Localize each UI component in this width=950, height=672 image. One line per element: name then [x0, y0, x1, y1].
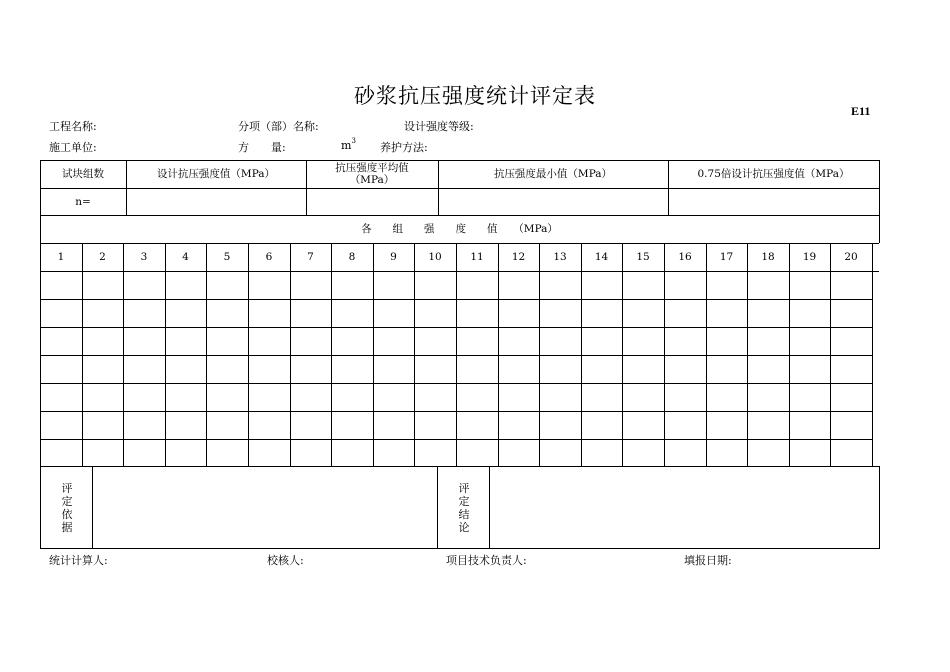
- table-rule: [290, 243, 291, 466]
- table-rule: [539, 243, 540, 466]
- table-rule: [206, 243, 207, 466]
- column-number: 17: [719, 251, 734, 263]
- column-number: 7: [307, 251, 314, 263]
- table-rule: [414, 243, 415, 466]
- column-number: 1: [57, 251, 65, 263]
- min-strength-header: 抗压强度最小值（MPa）: [493, 168, 613, 180]
- table-rule: [40, 548, 879, 549]
- avg-strength-header-line2: （MPa）: [349, 174, 395, 186]
- calculator-signature: 统计计算人:: [49, 554, 108, 567]
- curing-method-label: 养护方法:: [380, 141, 428, 154]
- table-rule: [879, 160, 880, 243]
- table-rule: [456, 243, 457, 466]
- column-number: 2: [99, 251, 106, 263]
- table-rule: [437, 466, 438, 548]
- evaluation-basis-label: [60, 482, 74, 534]
- avg-strength-header: [306, 160, 438, 188]
- table-rule: [331, 243, 332, 466]
- table-rule: [581, 243, 582, 466]
- table-rule: [622, 243, 623, 466]
- column-number: 19: [802, 251, 817, 263]
- group-values-header: 各 组 强 度 值 （MPa）: [361, 223, 558, 235]
- table-rule: [40, 466, 879, 467]
- table-rule: [789, 243, 790, 466]
- table-rule: [373, 243, 374, 466]
- column-number: 10: [428, 251, 442, 263]
- table-rule: [82, 243, 83, 466]
- evaluation-basis-text: 评定依据: [61, 482, 73, 534]
- table-rule: [706, 243, 707, 466]
- evaluation-conclusion-text: 评定结论: [458, 482, 470, 534]
- table-rule: [879, 466, 880, 549]
- table-rule: [830, 243, 831, 466]
- form-code: E11: [851, 104, 871, 118]
- table-rule: [123, 243, 124, 466]
- form-title: 砂浆抗压强度统计评定表: [354, 84, 596, 108]
- design-075-header: 0.75倍设计抗压强度值（MPa）: [697, 168, 850, 180]
- quantity-unit-sup: 3: [351, 137, 356, 145]
- evaluation-conclusion-label: [457, 482, 471, 534]
- quantity-unit: [341, 139, 356, 152]
- column-number: 14: [594, 251, 609, 263]
- groups-header: 试块组数: [62, 168, 104, 180]
- quantity-unit-base: m: [341, 139, 352, 152]
- table-rule: [92, 466, 93, 548]
- column-number: 4: [182, 251, 189, 263]
- table-rule: [489, 466, 490, 548]
- table-rule: [40, 188, 879, 189]
- column-number: 8: [348, 251, 356, 263]
- fill-date: 填报日期:: [684, 554, 732, 567]
- column-number: 13: [553, 251, 567, 263]
- avg-strength-header-line1: 抗压强度平均值: [335, 162, 409, 174]
- column-number: 20: [844, 251, 858, 263]
- column-number: 11: [470, 251, 484, 263]
- column-number: 6: [265, 251, 273, 263]
- column-number: 9: [390, 251, 397, 263]
- sub-item-name-label: 分项（部）名称:: [238, 120, 319, 133]
- design-grade-label: 设计强度等级:: [404, 120, 474, 133]
- column-number: 15: [636, 251, 650, 263]
- column-number: 3: [140, 251, 148, 263]
- checker-signature: 校核人:: [267, 554, 304, 567]
- table-rule: [664, 243, 665, 466]
- design-strength-header: 设计抗压强度值（MPa）: [156, 168, 276, 180]
- table-rule: [872, 243, 873, 466]
- table-rule: [165, 243, 166, 466]
- project-name-label: 工程名称:: [49, 120, 97, 133]
- column-number: 18: [761, 251, 775, 263]
- table-rule: [248, 243, 249, 466]
- quantity-label: 方 量:: [238, 141, 286, 154]
- table-rule: [747, 243, 748, 466]
- groups-count-cell: n=: [75, 195, 91, 208]
- tech-lead-signature: 项目技术负责人:: [446, 554, 527, 567]
- column-number: 16: [678, 251, 692, 263]
- column-number: 5: [223, 251, 231, 263]
- column-number: 12: [511, 251, 526, 263]
- table-rule: [498, 243, 499, 466]
- construction-unit-label: 施工单位:: [49, 141, 97, 154]
